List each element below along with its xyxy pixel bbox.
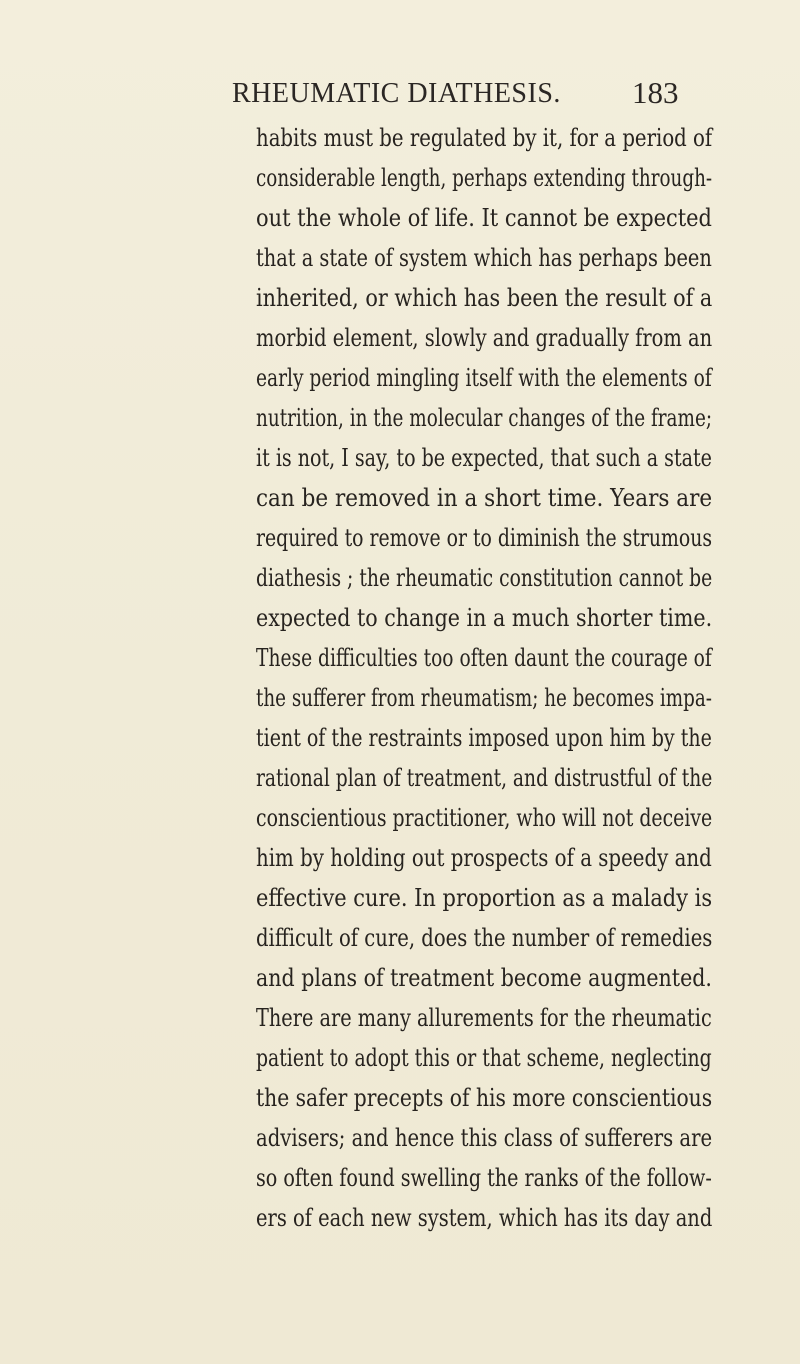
text-line: considerable length, perhaps extending through- xyxy=(256,163,713,192)
text-line: conscientious practitioner, who will not deceive xyxy=(256,803,713,832)
text-line: diathesis ; the rheumatic constitution cannot be xyxy=(256,563,713,592)
text-line: out the whole of life. It cannot be expected xyxy=(256,203,712,232)
text-line: the sufferer from rheumatism; he becomes impa- xyxy=(256,683,712,712)
text-line: early period mingling itself with the elements of xyxy=(256,363,712,392)
text-line: habits must be regulated by it, for a period of xyxy=(256,123,713,152)
text-line: and plans of treatment become augmented. xyxy=(256,963,712,992)
text-line: him by holding out prospects of a speedy and xyxy=(256,843,712,872)
text-line: the safer precepts of his more conscientious xyxy=(256,1083,713,1112)
text-line: There are many allurements for the rheumatic xyxy=(256,1003,712,1032)
running-head xyxy=(0,72,800,112)
text-line: advisers; and hence this class of sufferers are xyxy=(256,1123,713,1152)
text-line: nutrition, in the molecular changes of the frame; xyxy=(256,403,713,432)
text-line: inherited, or which has been the result of a xyxy=(256,283,713,312)
text-line: patient to adopt this or that scheme, neglecting xyxy=(256,1043,712,1072)
text-line: These difficulties too often daunt the courage of xyxy=(256,643,712,672)
text-line: ers of each new system, which has its day and xyxy=(256,1203,713,1232)
text-line: difficult of cure, does the number of remedies xyxy=(256,923,713,952)
text-line: expected to change in a much shorter time. xyxy=(256,603,713,632)
text-line: morbid element, slowly and gradually from an xyxy=(256,323,713,352)
text-line: so often found swelling the ranks of the follow- xyxy=(256,1163,712,1192)
text-line: can be removed in a short time. Years are xyxy=(256,483,713,512)
running-title: RHEUMATIC DIATHESIS. xyxy=(232,78,561,109)
page-number: 183 xyxy=(632,75,679,110)
text-line: required to remove or to diminish the strumous xyxy=(256,523,713,552)
text-line: tient of the restraints imposed upon him by the xyxy=(256,723,712,752)
text-line: it is not, I say, to be expected, that such a state xyxy=(256,443,712,472)
text-line: that a state of system which has perhaps been xyxy=(256,243,712,272)
text-line: rational plan of treatment, and distrustful of the xyxy=(256,763,713,792)
text-line: effective cure. In proportion as a malady is xyxy=(256,883,713,912)
